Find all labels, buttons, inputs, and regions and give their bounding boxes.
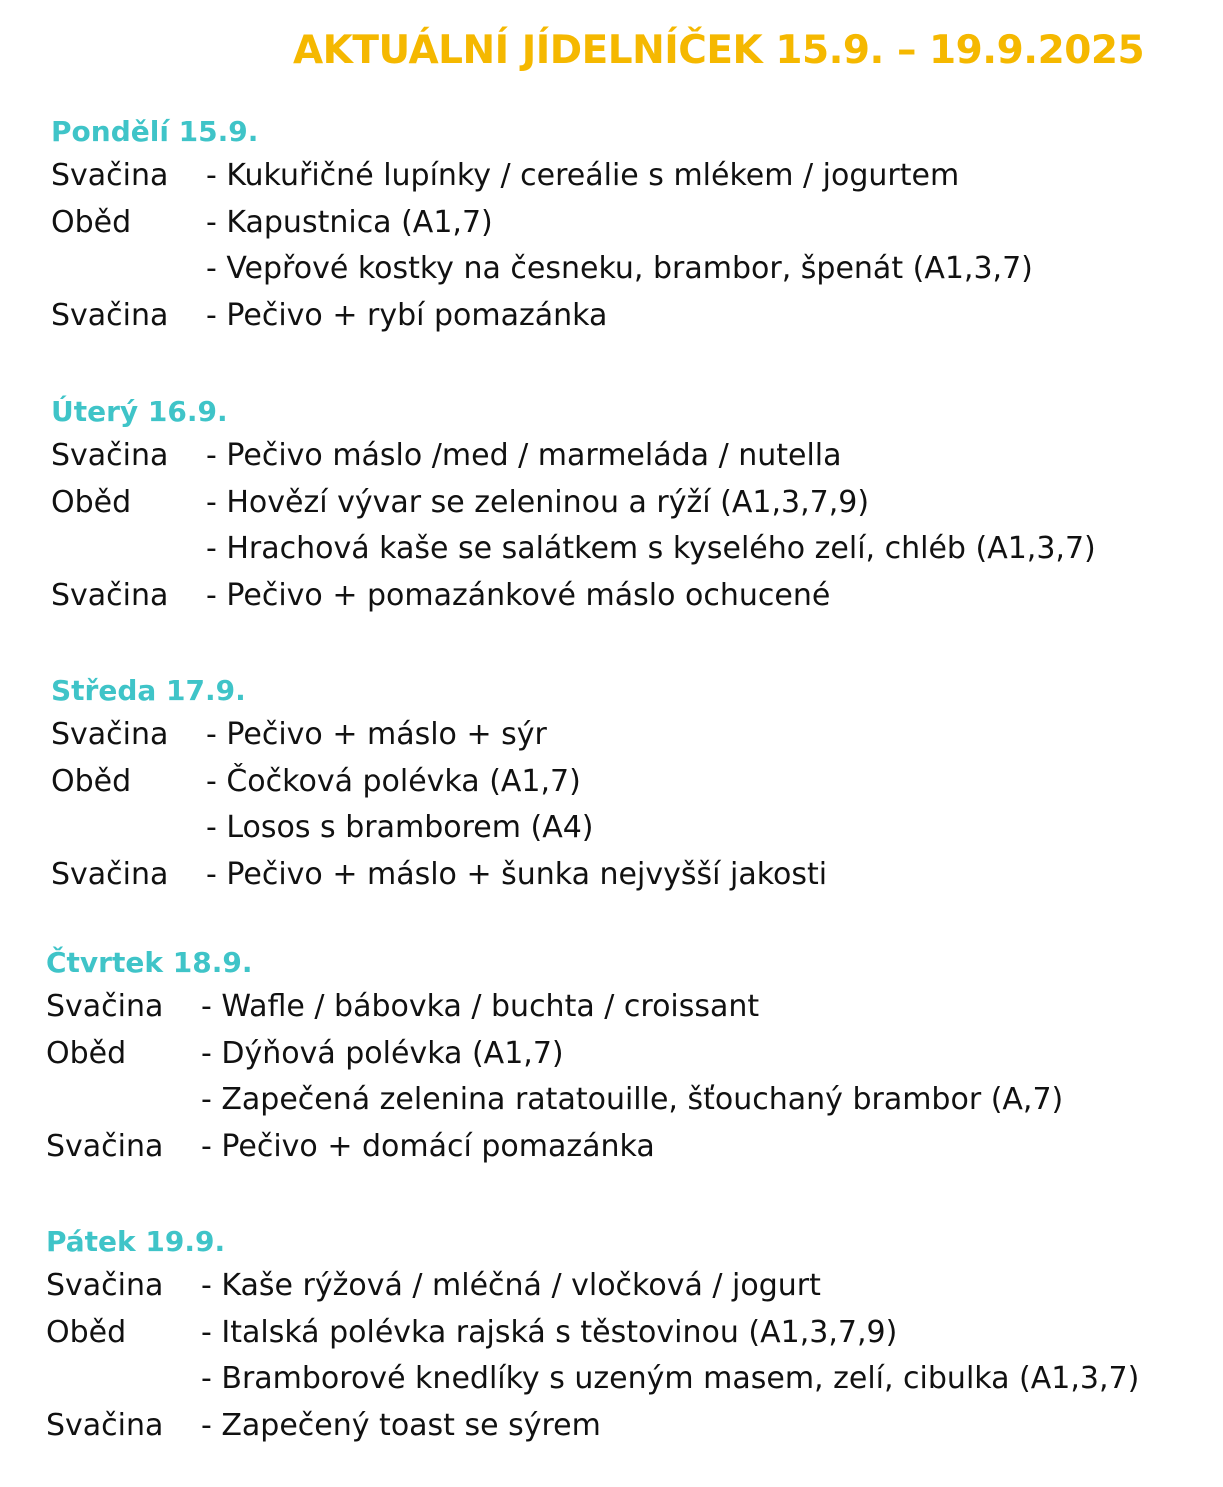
meal-item: - Zapečená zelenina ratatouille, šťouchaný brambor (A,7) [201,1082,1064,1118]
meal-label: Svačina [46,1129,164,1165]
menu-row [46,1403,1223,1450]
menu-row [51,200,1223,247]
menu-row [51,246,1223,293]
meal-label: Svačina [51,158,169,193]
meal-label: Oběd [51,204,132,240]
meal-item: - Wafle / bábovka / buchta / croissant [201,989,760,1024]
day-heading: Středa 17.9. [51,674,246,707]
meal-item: - Čočková polévka (A1,7) [206,763,581,799]
menu-row [46,1356,1223,1403]
day-heading: Úterý 16.9. [51,395,228,428]
menu-row [46,1263,1223,1310]
meal-item: - Pečivo + domácí pomazánka [201,1129,655,1165]
menu-row [51,759,1223,806]
menu-row [51,573,1223,620]
meal-label: Oběd [51,484,132,520]
menu-row [46,984,1223,1031]
meal-item: - Pečivo + máslo + sýr [206,717,547,752]
meal-label: Svačina [46,989,164,1024]
menu-row [51,480,1223,527]
page-title: AKTUÁLNÍ JÍDELNÍČEK 15.9. – 19.9.2025 [293,28,1145,73]
meal-item: - Kukuřičné lupínky / cereálie s mlékem / jogurtem [206,158,960,193]
meal-item: - Vepřové kostky na česneku, brambor, špenát (A1,3,7) [206,251,1033,287]
menu-row [46,1077,1223,1124]
meal-item: - Pečivo máslo /med / marmeláda / nutella [206,438,842,473]
menu-row [46,1310,1223,1357]
meal-label: Svačina [51,438,169,473]
menu-row [51,805,1223,852]
meal-item: - Pečivo + pomazánkové máslo ochucené [206,578,831,614]
meal-item: - Pečivo + rybí pomazánka [206,298,608,334]
meal-label: Oběd [46,1314,127,1350]
meal-item: - Bramborové knedlíky s uzeným masem, zelí, cibulka (A1,3,7) [201,1361,1140,1397]
menu-row [51,526,1223,573]
day-section-friday [46,1221,1223,1450]
day-section-monday [51,111,1223,340]
day-section-tuesday [51,391,1223,620]
day-section-wednesday [51,670,1223,899]
meal-item: - Losos s bramborem (A4) [206,810,594,846]
meal-item: - Zapečený toast se sýrem [201,1408,601,1444]
meal-label: Svačina [46,1268,164,1303]
menu-row [51,712,1223,759]
meal-label: Svačina [51,857,169,893]
day-section-thursday [46,942,1223,1171]
menu-row [51,153,1223,200]
meal-item: - Dýňová polévka (A1,7) [201,1035,564,1071]
meal-item: - Kapustnica (A1,7) [206,204,493,240]
menu-row [51,293,1223,340]
meal-item: - Pečivo + máslo + šunka nejvyšší jakosti [206,857,828,893]
meal-label: Svačina [46,1408,164,1444]
day-heading: Pátek 19.9. [46,1225,226,1258]
meal-label: Svačina [51,298,169,334]
meal-item: - Kaše rýžová / mléčná / vločková / jogurt [201,1268,821,1303]
menu-row [51,852,1223,899]
meal-label: Svačina [51,578,169,614]
menu-row [51,433,1223,480]
meal-item: - Italská polévka rajská s těstovinou (A1,3,7,9) [201,1314,898,1350]
day-heading: Čtvrtek 18.9. [46,946,253,979]
meal-label: Oběd [46,1035,127,1071]
menu-row [46,1124,1223,1171]
meal-label: Svačina [51,717,169,752]
meal-item: - Hrachová kaše se salátkem s kyselého zelí, chléb (A1,3,7) [206,531,1096,567]
menu-row [46,1031,1223,1078]
day-heading: Pondělí 15.9. [51,115,259,148]
meal-label: Oběd [51,763,132,799]
meal-item: - Hovězí vývar se zeleninou a rýží (A1,3,7,9) [206,484,870,520]
